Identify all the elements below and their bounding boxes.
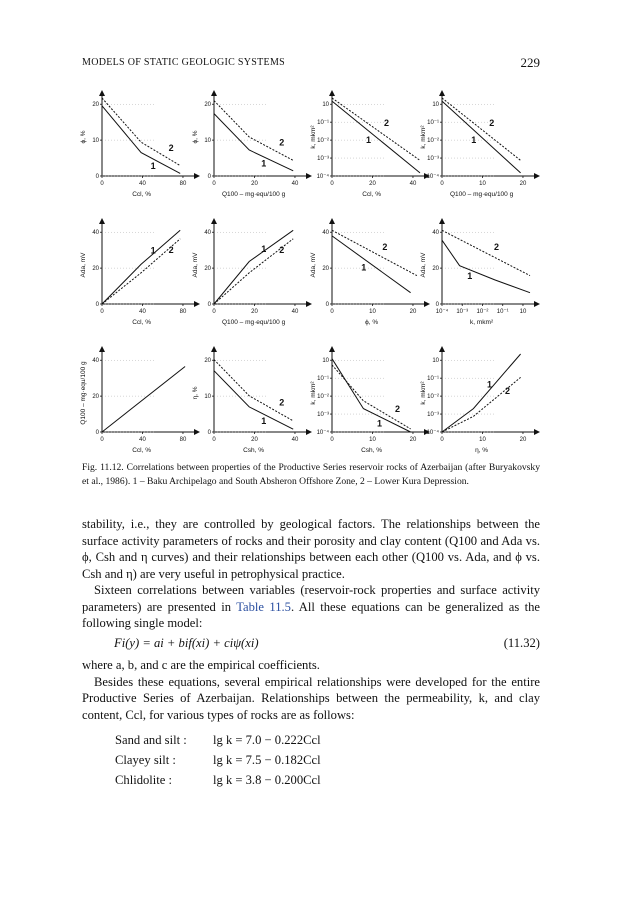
series-label: 1: [150, 245, 156, 256]
y-tick-label: 10⁻⁴: [426, 174, 439, 180]
figure-caption: [82, 461, 540, 489]
y-tick-label: 40: [432, 230, 439, 237]
y-tick-label: 20: [92, 394, 99, 401]
y-tick-label: 10: [204, 394, 211, 401]
y-tick-label: 0: [95, 430, 99, 436]
x-axis-label: Ccl, %: [132, 191, 151, 198]
y-tick-label: 0: [207, 174, 211, 180]
y-tick-label: 10⁻³: [317, 412, 329, 419]
series-label: 2: [382, 241, 388, 252]
x-tick-label: 40: [139, 437, 146, 443]
series-label: 2: [279, 244, 285, 255]
y-axis-label: Ada, mV: [192, 252, 199, 278]
x-tick-label: 10⁻¹: [496, 309, 509, 315]
y-tick-label: 10⁻¹: [427, 120, 439, 127]
x-axis-arrow: [306, 429, 312, 435]
y-tick-label: 0: [95, 302, 99, 308]
series-label: 2: [505, 385, 511, 396]
y-tick-label: 10⁻²: [427, 138, 439, 145]
series-line: [332, 236, 411, 293]
series-label: 2: [384, 118, 390, 129]
series-line: [442, 230, 530, 275]
x-tick-label: 20: [409, 437, 417, 443]
caption-label: Fig. 11.12.: [82, 462, 124, 473]
y-tick-label: 20: [204, 102, 211, 109]
y-axis-label: ϕ, %: [80, 130, 87, 144]
paragraph-4: Besides these equations, several empirical relationships were developed for the entire Productive Series of Azerbaijan. Relationships between the permeability, k, and clay content, Ccl, for various types of rocks are as follows:: [82, 674, 540, 722]
y-tick-label: 20: [322, 266, 329, 273]
series-line: [214, 230, 293, 304]
y-axis-label: Q100 – mg·equ/100 g: [80, 361, 87, 425]
y-axis-label: Ada, mV: [420, 252, 427, 278]
series-label: 1: [261, 243, 267, 254]
p2-after: . All these equations can be generalized as the following single model:: [82, 599, 540, 630]
y-axis-arrow: [99, 90, 105, 96]
relation-label: Clayey silt :: [115, 753, 176, 767]
body-text: [82, 516, 540, 632]
x-tick-label: 0: [100, 437, 104, 443]
y-tick-label: 10⁻²: [317, 394, 329, 401]
y-tick-label: 10: [322, 102, 329, 109]
x-tick-label: 0: [212, 437, 216, 443]
x-tick-label: 20: [519, 181, 527, 187]
y-axis-arrow: [329, 346, 335, 352]
series-line: [102, 98, 180, 166]
y-tick-label: 10⁻⁴: [316, 174, 329, 180]
y-axis-label: Ada, mV: [310, 252, 317, 278]
relation-formula: lg k = 7.0 − 0.222Ccl: [213, 733, 321, 747]
x-tick-label: 0: [100, 181, 104, 187]
x-axis-arrow: [534, 429, 540, 435]
x-axis-arrow: [194, 429, 200, 435]
y-tick-label: 20: [92, 102, 99, 109]
y-tick-label: 10: [92, 138, 99, 145]
y-axis-label: k, mkm²: [420, 381, 427, 405]
x-tick-label: 80: [179, 181, 187, 187]
x-tick-label: 40: [291, 309, 299, 315]
y-tick-label: 10⁻²: [317, 138, 329, 145]
x-axis-label: Ccl, %: [132, 447, 151, 454]
x-tick-label: 10: [369, 309, 376, 315]
y-tick-label: 10: [204, 138, 211, 145]
relation-formula: lg k = 7.5 − 0.182Ccl: [213, 753, 321, 767]
y-tick-label: 10⁻⁴: [316, 430, 329, 436]
x-tick-label: 10⁻³: [456, 309, 469, 315]
series-label: 2: [489, 118, 495, 129]
x-tick-label: 20: [369, 181, 376, 187]
paragraph-1: stability, i.e., they are controlled by geological factors. The relationships between the surface activity parameters of rocks and their porosity and clay content (Q100 and Ada vs. ϕ, Csh and η curves) and their relationships between each other (Q100 vs. Ada, and ϕ vs. Csh and η) are very useful in petrophysical practice.: [82, 517, 540, 581]
y-axis-arrow: [211, 218, 217, 224]
series-line: [102, 367, 185, 433]
series-line: [442, 98, 521, 160]
y-axis-label: k, mkm²: [310, 125, 317, 149]
relation-2: [115, 753, 321, 768]
series-label: 1: [377, 418, 383, 429]
x-tick-label: 0: [330, 437, 334, 443]
series-line: [102, 106, 180, 174]
x-tick-label: 0: [100, 309, 104, 315]
series-line: [332, 359, 411, 432]
series-label: 1: [366, 135, 372, 145]
x-tick-label: 40: [139, 181, 146, 187]
series-label: 1: [467, 270, 473, 281]
y-axis-arrow: [211, 90, 217, 96]
y-axis-arrow: [99, 346, 105, 352]
series-label: 2: [494, 241, 500, 252]
x-axis-label: Csh, %: [243, 447, 265, 454]
x-axis-label: k, mkm²: [470, 319, 494, 326]
series-line: [332, 98, 420, 160]
y-axis-label: η, %: [192, 386, 199, 400]
x-tick-label: 0: [440, 181, 444, 187]
x-tick-label: 0: [212, 309, 216, 315]
table-link[interactable]: Table 11.5: [236, 599, 291, 614]
paragraph-2: [82, 582, 540, 632]
series-label: 1: [471, 135, 477, 145]
y-axis-arrow: [439, 90, 445, 96]
y-tick-label: 10⁻¹: [317, 120, 329, 127]
x-axis-arrow: [306, 173, 312, 179]
x-tick-label: 10⁻⁴: [435, 309, 449, 315]
y-axis-arrow: [439, 218, 445, 224]
series-label: 2: [395, 403, 401, 414]
y-tick-label: 40: [322, 230, 329, 237]
y-tick-label: 10⁻³: [427, 156, 439, 163]
relation-1: [115, 733, 321, 748]
relation-3: [115, 773, 321, 788]
figure-11-12: [82, 86, 542, 456]
y-axis-label: k, mkm²: [420, 125, 427, 149]
x-tick-label: 20: [251, 181, 258, 187]
x-tick-label: 0: [330, 181, 334, 187]
x-tick-label: 20: [519, 437, 527, 443]
x-axis-arrow: [306, 301, 312, 307]
series-label: 2: [279, 397, 285, 408]
caption-text: Correlations between properties of the Productive Series reservoir rocks of Azerbaijan (after Buryakovsky et al., 1986). 1 – Baku Archipelago and South Absheron Offshore Zone, 2 – Lower Kura Depression.: [82, 462, 540, 487]
y-tick-label: 0: [325, 302, 329, 308]
series-line: [214, 360, 293, 421]
x-axis-label: Q100 – mg·equ/100 g: [449, 191, 514, 198]
y-axis-arrow: [329, 218, 335, 224]
y-tick-label: 0: [95, 174, 99, 180]
x-axis-arrow: [534, 301, 540, 307]
x-axis-arrow: [194, 301, 200, 307]
y-tick-label: 10⁻³: [427, 412, 439, 419]
equation-11-32: [114, 636, 540, 651]
y-tick-label: 20: [92, 266, 99, 273]
series-label: 1: [261, 416, 267, 427]
series-label: 1: [487, 379, 493, 390]
y-tick-label: 20: [432, 266, 439, 273]
y-axis-arrow: [211, 346, 217, 352]
series-label: 2: [279, 137, 285, 148]
x-tick-label: 20: [251, 437, 258, 443]
equation-text: Fi(y) = ai + bif(xi) + ciψ(xi): [114, 636, 259, 650]
x-axis-label: Q100 – mg·equ/100 g: [221, 319, 286, 326]
x-tick-label: 0: [440, 437, 444, 443]
y-tick-label: 20: [204, 358, 211, 365]
y-tick-label: 0: [435, 302, 439, 308]
x-tick-label: 40: [139, 309, 146, 315]
y-tick-label: 10: [432, 102, 439, 109]
x-tick-label: 0: [212, 181, 216, 187]
y-tick-label: 40: [92, 230, 99, 237]
y-tick-label: 10: [322, 358, 329, 365]
relation-label: Chlidolite :: [115, 773, 173, 787]
series-line: [102, 230, 180, 304]
x-axis-label: Csh, %: [361, 447, 383, 454]
y-axis-label: ϕ, %: [192, 130, 199, 144]
series-line: [214, 101, 293, 161]
x-axis-arrow: [194, 173, 200, 179]
paragraph-3: where a, b, and c are the empirical coefficients.: [82, 658, 320, 672]
series-line: [332, 101, 420, 173]
y-tick-label: 40: [92, 358, 99, 365]
y-tick-label: 0: [207, 302, 211, 308]
x-tick-label: 40: [409, 181, 417, 187]
y-tick-label: 10⁻¹: [427, 376, 439, 383]
y-tick-label: 10⁻²: [427, 394, 439, 401]
series-line: [442, 240, 530, 293]
running-header: [82, 57, 540, 73]
y-axis-label: Ada, mV: [80, 252, 87, 278]
y-tick-label: 10⁻¹: [317, 376, 329, 383]
x-tick-label: 10: [369, 437, 376, 443]
y-axis-arrow: [329, 90, 335, 96]
relation-label: Sand and silt :: [115, 733, 187, 747]
x-axis-label: Ccl, %: [362, 191, 381, 198]
running-title: MODELS OF STATIC GEOLOGIC SYSTEMS: [82, 57, 286, 68]
series-label: 1: [361, 262, 367, 273]
series-label: 2: [168, 142, 174, 153]
series-label: 1: [261, 158, 267, 169]
page-number: 229: [520, 55, 540, 70]
y-tick-label: 10⁻⁴: [426, 430, 439, 436]
relation-formula: lg k = 3.8 − 0.200Ccl: [213, 773, 321, 787]
x-tick-label: 10: [479, 437, 486, 443]
x-tick-label: 80: [179, 309, 187, 315]
y-tick-label: 0: [207, 430, 211, 436]
x-tick-label: 40: [291, 181, 299, 187]
series-line: [442, 101, 521, 173]
x-tick-label: 10⁻²: [476, 309, 489, 315]
series-line: [332, 230, 417, 275]
x-tick-label: 20: [251, 309, 258, 315]
x-axis-label: ϕ, %: [365, 319, 379, 326]
series-label: 1: [150, 161, 156, 171]
y-tick-label: 10: [432, 358, 439, 365]
body-text-2: [82, 657, 540, 723]
x-axis-label: Ccl, %: [132, 319, 151, 326]
x-tick-label: 80: [179, 437, 187, 443]
x-tick-label: 20: [409, 309, 417, 315]
x-axis-label: η, %: [475, 447, 489, 454]
y-tick-label: 40: [204, 230, 211, 237]
x-tick-label: 0: [330, 309, 334, 315]
y-axis-arrow: [439, 346, 445, 352]
x-axis-label: Q100 – mg·equ/100 g: [221, 191, 286, 198]
y-axis-arrow: [99, 218, 105, 224]
series-line: [332, 365, 411, 429]
x-tick-label: 10: [519, 309, 527, 315]
x-axis-arrow: [424, 301, 430, 307]
x-tick-label: 10: [479, 181, 486, 187]
p2-before: Sixteen correlations between variables (reservoir-rock properties and surface activity parameters) are presented in: [82, 583, 540, 614]
y-tick-label: 20: [204, 266, 211, 273]
x-axis-arrow: [534, 173, 540, 179]
y-axis-label: k, mkm²: [310, 381, 317, 405]
y-tick-label: 10⁻³: [317, 156, 329, 163]
x-tick-label: 40: [291, 437, 299, 443]
equation-number: (11.32): [503, 636, 540, 650]
series-label: 2: [168, 244, 174, 255]
